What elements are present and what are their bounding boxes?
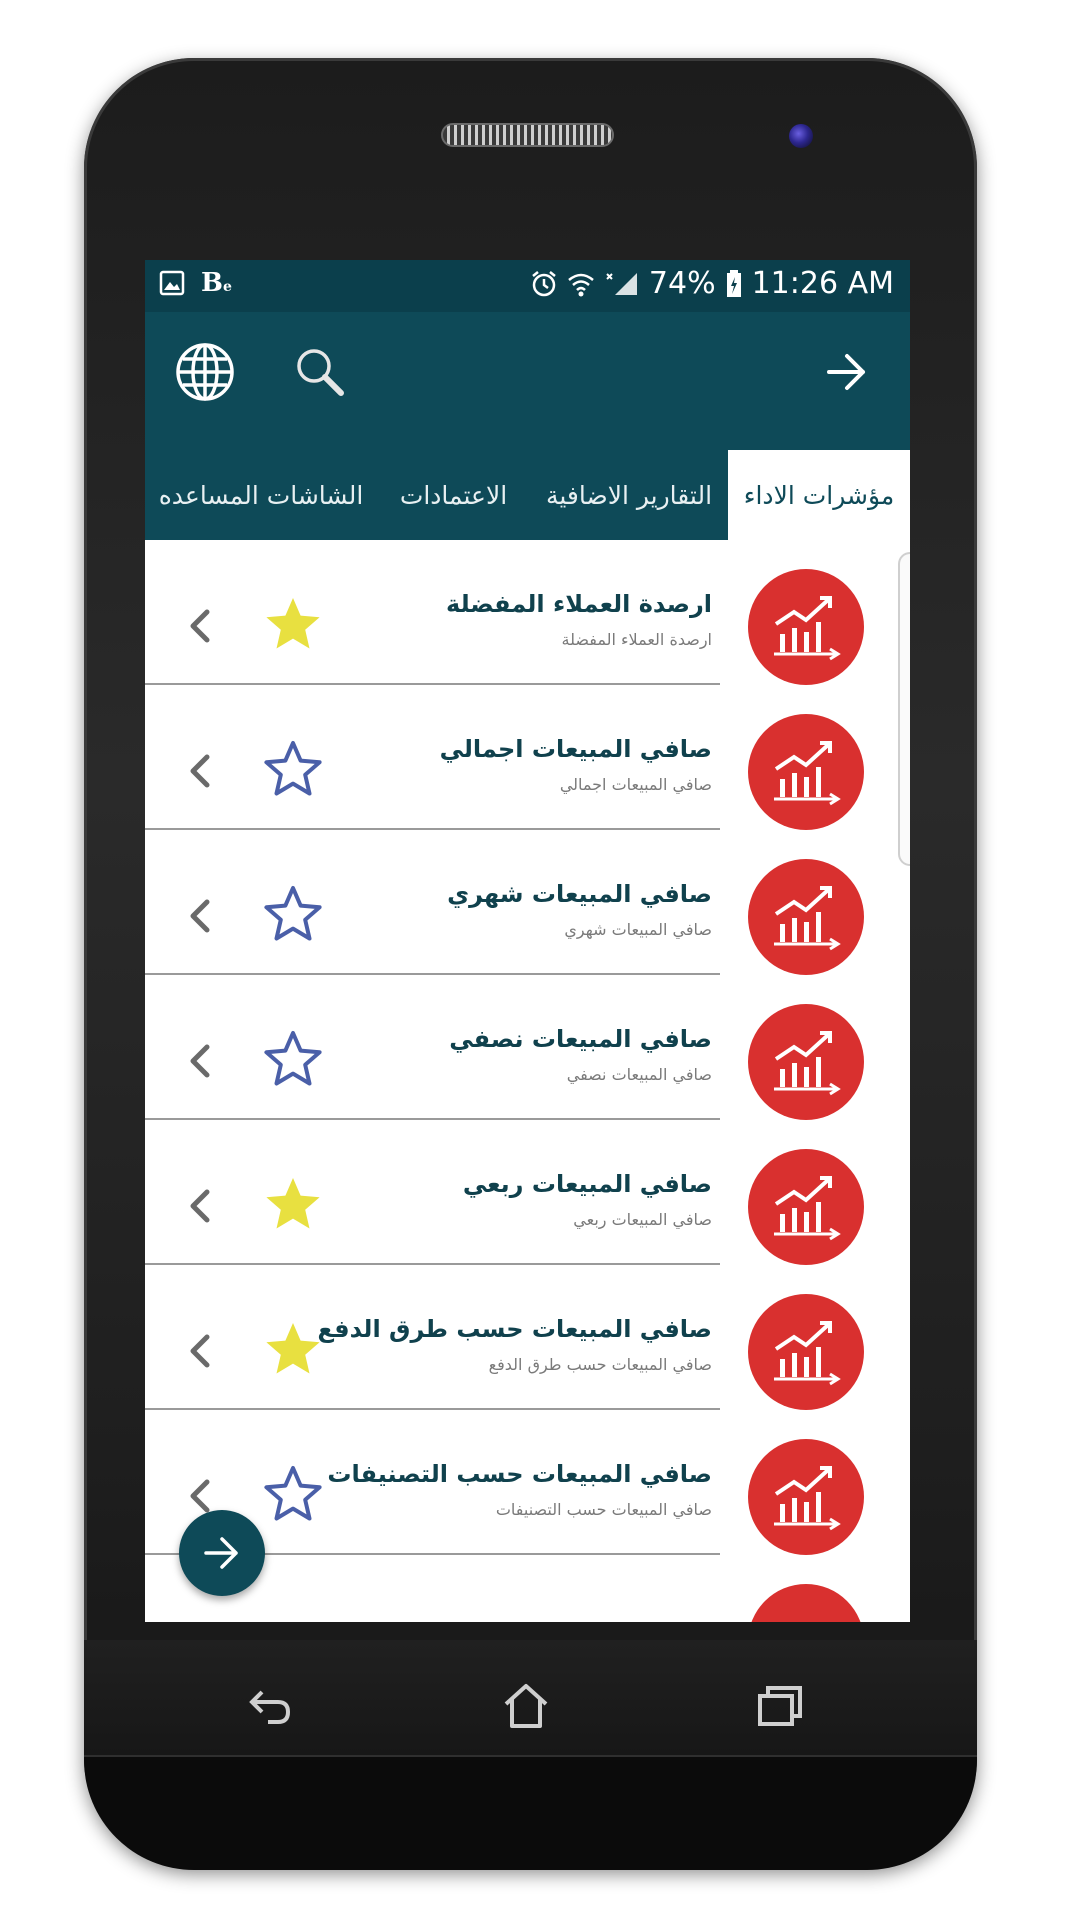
forward-arrow-icon	[825, 352, 869, 392]
tab-additional-reports[interactable]: التقارير الاضافية	[545, 480, 713, 510]
tab-approvals[interactable]: الاعتمادات	[399, 480, 508, 510]
list-item[interactable]	[145, 1120, 910, 1265]
front-camera	[789, 124, 813, 148]
tab-kpi[interactable]: مؤشرات الاداء	[728, 450, 910, 540]
language-button[interactable]	[167, 334, 243, 410]
list-item[interactable]	[145, 830, 910, 975]
battery-icon	[726, 270, 742, 298]
carrier-logo-icon: Be	[201, 268, 232, 298]
list-item[interactable]	[145, 685, 910, 830]
chevron-left-icon[interactable]	[185, 898, 215, 934]
star-filled-icon[interactable]	[262, 594, 324, 656]
chart-growth-icon	[748, 1004, 864, 1120]
chart-growth-icon	[748, 714, 864, 830]
chart-growth-icon	[748, 859, 864, 975]
item-subtitle: صافي المبيعات حسب التصنيفات	[495, 1500, 712, 1519]
clock: 11:26 AM	[751, 266, 894, 301]
star-outline-icon[interactable]	[262, 1464, 324, 1526]
scroll-edge[interactable]	[898, 552, 910, 866]
chevron-left-icon[interactable]	[185, 1478, 215, 1514]
wifi-icon	[567, 271, 595, 297]
app-screen	[145, 260, 910, 1622]
phone-chin	[84, 1755, 977, 1870]
alarm-icon	[531, 270, 557, 298]
app-toolbar	[145, 312, 910, 432]
recent-apps-key-icon[interactable]	[754, 1680, 806, 1732]
item-subtitle: ارصدة العملاء المفضلة	[561, 630, 712, 649]
list-item[interactable]	[145, 975, 910, 1120]
star-outline-icon[interactable]	[262, 739, 324, 801]
globe-icon	[174, 341, 236, 403]
image-icon	[159, 270, 185, 296]
battery-percent: 74%	[648, 266, 716, 301]
star-filled-icon[interactable]	[262, 1319, 324, 1381]
item-title: صافي المبيعات اجمالي	[439, 735, 712, 763]
item-subtitle: صافي المبيعات نصفي	[566, 1065, 712, 1084]
item-title: صافي المبيعات نصفي	[449, 1025, 712, 1053]
chart-growth-icon	[748, 1294, 864, 1410]
back-button[interactable]	[809, 334, 885, 410]
chevron-left-icon[interactable]	[185, 753, 215, 789]
item-subtitle: صافي المبيعات حسب طرق الدفع	[488, 1355, 712, 1374]
chevron-left-icon[interactable]	[185, 1333, 215, 1369]
star-outline-icon[interactable]	[262, 1029, 324, 1091]
chart-growth-icon	[748, 1584, 864, 1622]
chart-growth-icon	[748, 1439, 864, 1555]
item-title: صافي المبيعات حسب التصنيفات	[327, 1460, 712, 1488]
list-item[interactable]	[145, 540, 910, 685]
chevron-left-icon[interactable]	[185, 608, 215, 644]
item-title: ارصدة العملاء المفضلة	[446, 590, 712, 618]
signal-icon	[605, 271, 639, 297]
tab-bar	[145, 432, 910, 540]
chart-growth-icon	[748, 569, 864, 685]
item-title: صافي المبيعات حسب طرق الدفع	[317, 1315, 712, 1343]
next-fab-button[interactable]	[179, 1510, 265, 1596]
star-filled-icon[interactable]	[262, 1174, 324, 1236]
home-key-icon[interactable]	[500, 1680, 552, 1732]
star-outline-icon[interactable]	[262, 884, 324, 946]
item-subtitle: صافي المبيعات ربعي	[573, 1210, 712, 1229]
earpiece-speaker	[441, 123, 614, 147]
search-icon	[294, 346, 346, 398]
back-key-icon[interactable]	[244, 1680, 296, 1732]
chevron-left-icon[interactable]	[185, 1043, 215, 1079]
item-subtitle: صافي المبيعات شهري	[564, 920, 712, 939]
chevron-left-icon[interactable]	[185, 1188, 215, 1224]
item-subtitle: صافي المبيعات اجمالي	[559, 775, 712, 794]
search-button[interactable]	[282, 334, 358, 410]
list-item[interactable]	[145, 1265, 910, 1410]
status-bar	[145, 260, 910, 312]
forward-arrow-icon	[203, 1536, 241, 1570]
chart-growth-icon	[748, 1149, 864, 1265]
item-title: صافي المبيعات شهري	[447, 880, 712, 908]
tab-helper-screens[interactable]: الشاشات المساعده	[158, 480, 364, 510]
item-title: صافي المبيعات ربعي	[462, 1170, 712, 1198]
